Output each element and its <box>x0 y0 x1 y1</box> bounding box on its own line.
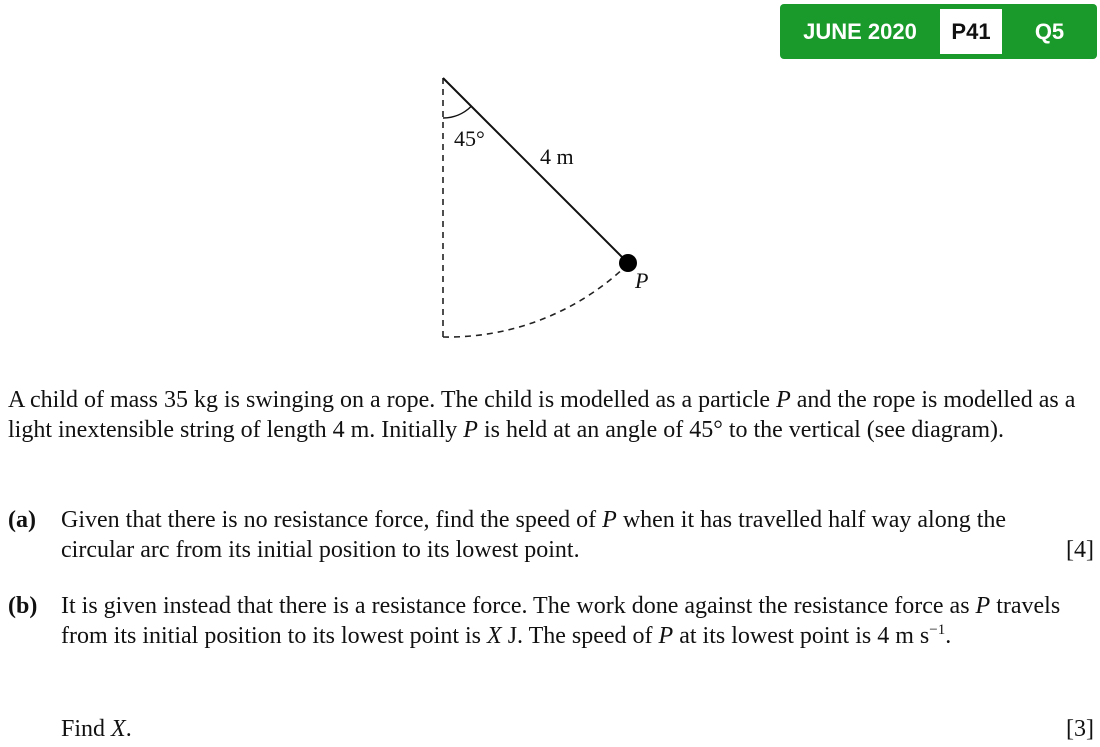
part-a-text: Given that there is no resistance force, find the speed of P when it has travelled half way along the circular arc from its initial position to its lowest point. <box>61 507 1007 563</box>
exam-badge <box>780 4 1097 59</box>
part-b-text: It is given instead that there is a resistance force. The work done against the resistance force as P travels from its initial position to its lowest point is X J. The speed of P at its lowest point is 4 m $s^{-1}$. <box>61 593 1061 649</box>
paper-code: P41 <box>940 9 1002 54</box>
angle-arc <box>443 106 471 118</box>
part-b-label: (b) <box>8 593 38 619</box>
part-a-marks: [4] <box>1066 537 1094 563</box>
part-b-find: Find X. <box>61 716 132 742</box>
question-number: Q5 <box>1034 19 1065 44</box>
pendulum-diagram <box>430 70 670 350</box>
angle-label: 45° <box>454 126 485 151</box>
particle-label: P <box>635 268 649 293</box>
exam-session: JUNE 2020 <box>803 19 917 44</box>
part-b-marks: [3] <box>1066 716 1094 742</box>
swing-arc <box>443 266 626 337</box>
length-label: 4 m <box>540 144 574 169</box>
question-intro: A child of mass 35 kg is swinging on a rope. The child is modelled as a particle P and the rope is modelled as a light inextensible string of length 4 m. Initially P is held at an angle of 45° to the vertical (see diagram). <box>8 387 1076 443</box>
part-a-label: (a) <box>8 507 36 533</box>
rope-line <box>443 78 628 263</box>
